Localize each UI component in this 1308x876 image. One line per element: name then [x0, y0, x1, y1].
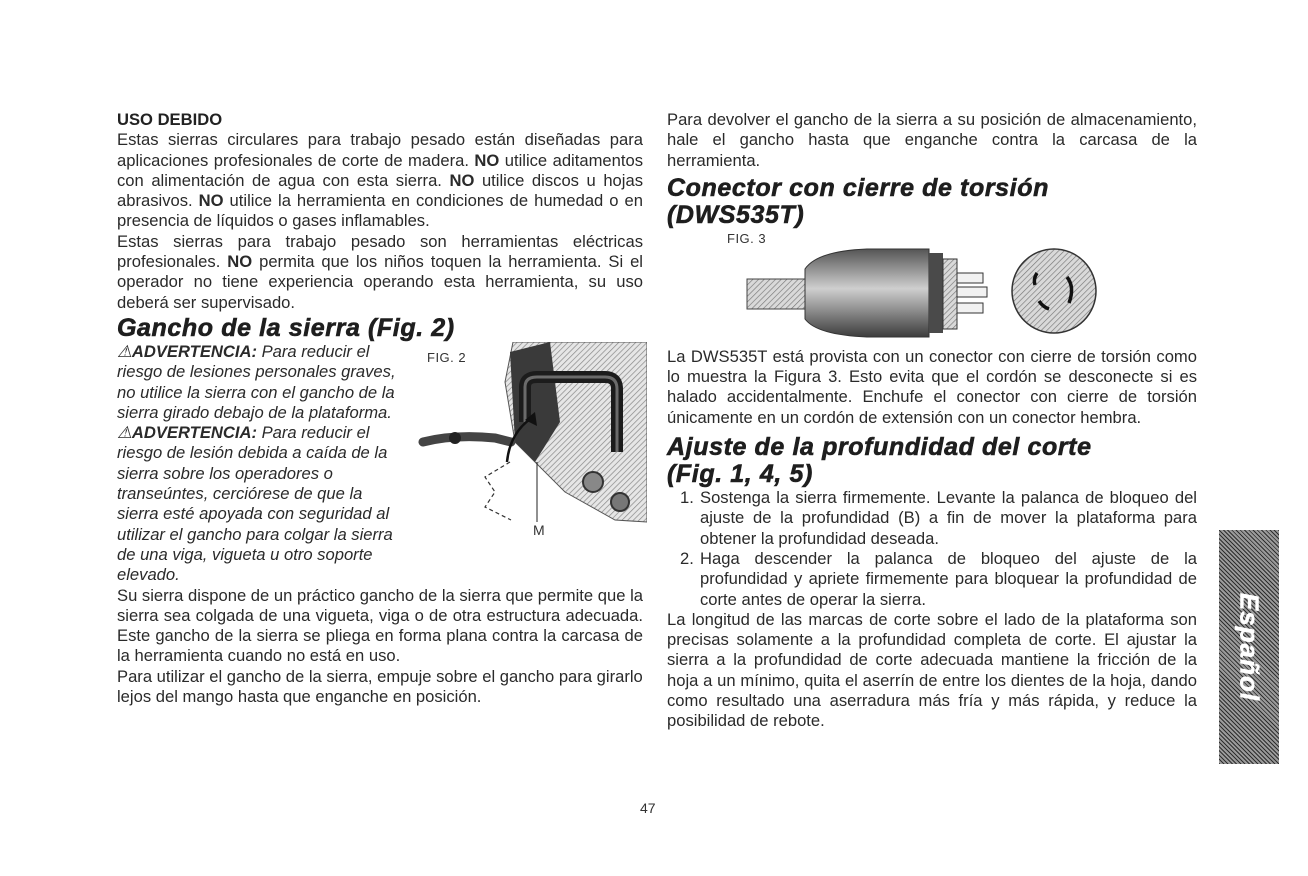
- uso-debido-title: USO DEBIDO: [117, 110, 223, 129]
- figure-3: [667, 229, 1197, 347]
- warning-1: [117, 342, 402, 423]
- warning-2: [117, 423, 402, 585]
- warning-triangle-icon: ⚠: [117, 423, 132, 443]
- gancho-heading: Gancho de la sierra (Fig. 2): [117, 313, 455, 342]
- emphasis-no: NO: [474, 150, 500, 170]
- gancho-paragraph-2: Para utilizar el gancho de la sierra, empuje sobre el gancho para girarlo lejos del mango hasta que enganche en posición.: [117, 666, 643, 707]
- saw-hook-illustration: [415, 342, 647, 562]
- language-tab-label: Español: [1234, 592, 1265, 702]
- storage-paragraph: Para devolver el gancho de la sierra a su posición de almacenamiento, hale el gancho hasta que enganche contra la carcasa de la herramienta.: [667, 110, 1197, 170]
- ajuste-heading: Ajuste de la profundidad del corte (Fig. 1, 4, 5): [667, 433, 1092, 489]
- ajuste-steps: [667, 488, 1197, 610]
- emphasis-no: NO: [449, 170, 475, 190]
- emphasis-no: NO: [227, 252, 253, 272]
- text-run: utilice la herramienta en condiciones de humedad o en presencia de líquidos o gases inflamables.: [117, 191, 643, 231]
- text-run: permita que los niños toquen la herramienta. Si el operador no tiene experiencia operando esta herramienta, su uso deberá ser supervisado.: [117, 252, 643, 312]
- step-number: 1.: [680, 488, 694, 508]
- gancho-paragraph-1: Su sierra dispone de un práctico gancho de la sierra que permite que la sierra sea colgada de una vigueta, viga o de otra estructura adecuada. Este gancho de la sierra se pliega en forma plana contra la carcasa de la herramienta cuando no está en uso.: [117, 585, 643, 666]
- step-text: Sostenga la sierra firmemente. Levante la palanca de bloqueo del ajuste de la profundidad (B) a fin de mover la plataforma para obtener la profundidad deseada.: [700, 488, 1197, 548]
- step-text: Haga descender la palanca de bloqueo del ajuste de la profundidad y apriete firmemente para bloquear la profundidad de corte antes de operar la sierra.: [700, 548, 1197, 609]
- language-tab: [1219, 530, 1279, 764]
- conector-paragraph: La DWS535T está provista con un conector con cierre de torsión como lo muestra la Figura 3. Esto evita que el cordón se desconecte si es halado accidentalmente. Enchufe el conector con cierre de torsión únicamente en un cordón de extensión con un conector hembra.: [667, 346, 1197, 427]
- figure-2: [415, 342, 647, 562]
- fig2-callout-m: M: [533, 521, 546, 538]
- warning-triangle-icon: ⚠: [117, 341, 132, 361]
- step-number: 2.: [680, 548, 694, 568]
- warning-text: Para reducir el riesgo de lesión debida a caída de la sierra sobre los operadores o transeúntes, cerciórese de que la sierra esté apoyada con seguridad al utilizar el gancho para colgar la sierra de una viga, vigueta u otro soporte elevado.: [117, 423, 393, 585]
- text-run: Estas sierras para trabajo pesado son herramientas eléctricas profesionales.: [117, 231, 643, 272]
- list-item: [667, 488, 1197, 549]
- fig3-label: FIG. 3: [727, 230, 767, 246]
- conector-heading: Conector con cierre de torsión (DWS535T): [667, 173, 1049, 229]
- warning-label: ADVERTENCIA:: [131, 423, 257, 443]
- warning-figure-block: [117, 342, 643, 586]
- fig2-label: FIG. 2: [427, 349, 467, 365]
- warning-text: Para reducir el riesgo de lesiones personales graves, no utilice la sierra con el gancho de la sierra girado debajo de la plataforma.: [117, 341, 396, 422]
- uso-paragraph-1: [117, 130, 643, 231]
- text-run: utilice discos u hojas abrasivos.: [117, 170, 643, 211]
- list-item: [667, 549, 1197, 610]
- warnings: [117, 342, 402, 586]
- warning-label: ADVERTENCIA:: [131, 341, 257, 361]
- twist-lock-connector-illustration: [667, 229, 1197, 347]
- emphasis-no: NO: [198, 191, 224, 211]
- text-run: utilice aditamentos con alimentación de agua con esta sierra.: [117, 150, 643, 190]
- ajuste-paragraph: La longitud de las marcas de corte sobre el lado de la plataforma son precisas solamente a la profundidad completa de corte. El ajustar la sierra a la profundidad de corte adecuada mantiene la fricción de la hoja a un mínimo, quita el aserrín de entre los dientes de la hoja, dando como resultado una aserradura más fría y más rápida, y reduce la posibilidad de rebote.: [667, 609, 1197, 731]
- right-column: [667, 110, 1197, 732]
- uso-paragraph-2: [117, 232, 643, 313]
- text-run: Estas sierras circulares para trabajo pesado están diseñadas para aplicaciones profesionales de corte de madera.: [117, 130, 643, 170]
- page-number: 47: [640, 800, 656, 816]
- left-column: [117, 110, 643, 707]
